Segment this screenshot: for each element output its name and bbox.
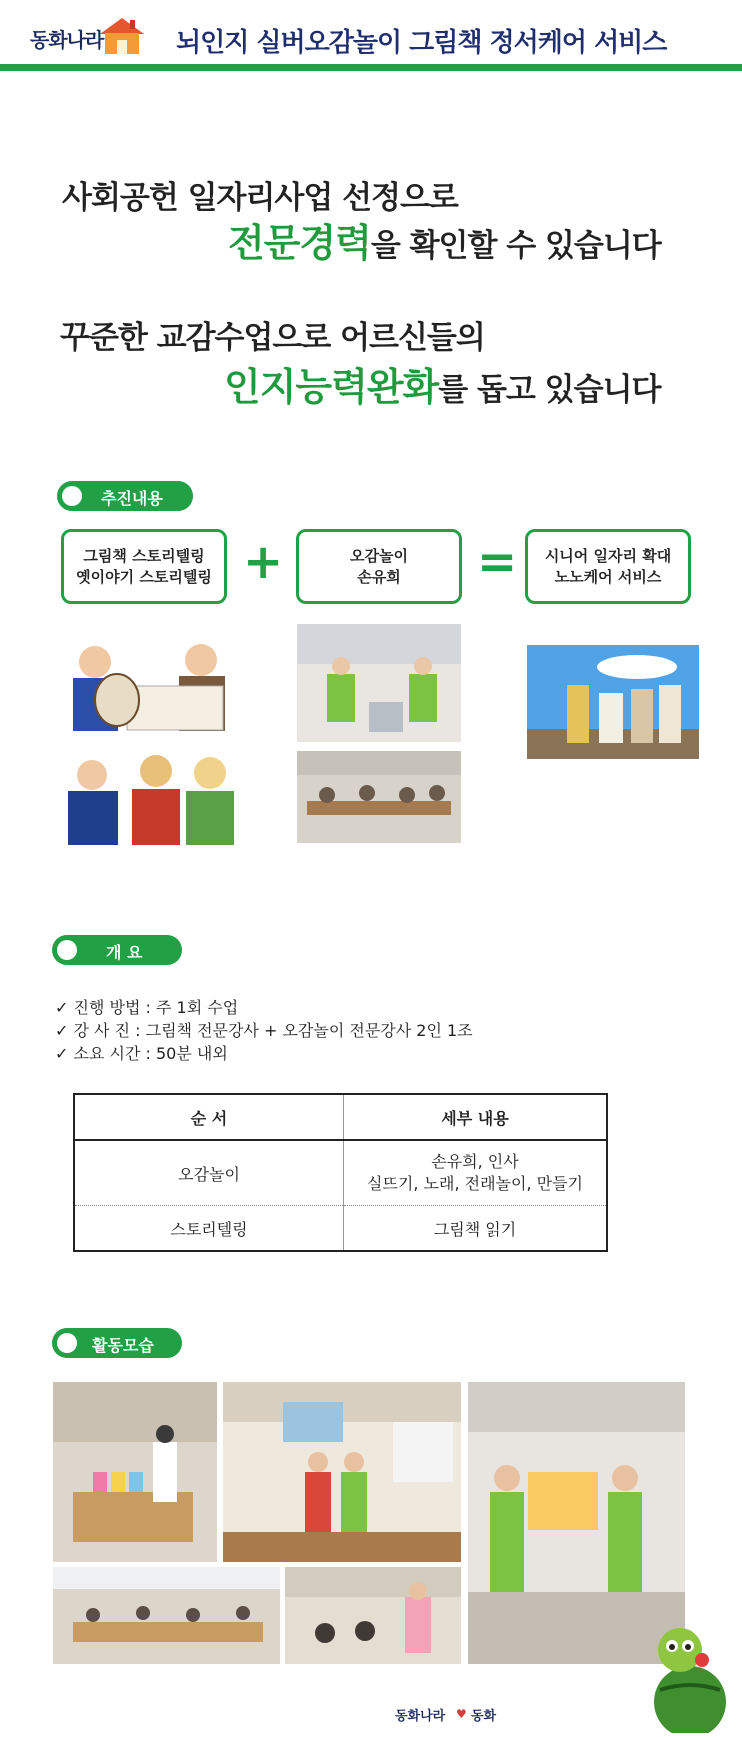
intro-tail-1: 을 확인할 수 있습니다 — [370, 228, 661, 264]
overview-value: 그림책 전문강사 + 오감놀이 전문강사 2인 1조 — [145, 1021, 473, 1040]
footer-logo-1: 동화나라 — [395, 1709, 446, 1724]
photo-storytelling-book — [55, 628, 233, 731]
plus-icon: + — [243, 534, 284, 590]
table-cell-details — [344, 1140, 608, 1206]
photo-activity-2 — [223, 1382, 461, 1562]
table-cell-details — [344, 1206, 608, 1252]
steps-table — [73, 1093, 608, 1252]
intro-highlight-2: 인지능력완화 — [224, 365, 439, 409]
intro-line-4 — [224, 356, 660, 411]
intro-line-3: 꾸준한 교감수업으로 어르신들의 — [60, 320, 485, 356]
overview-label: 진행 방법 — [73, 998, 141, 1017]
formula-box-line: 오감놀이 — [350, 546, 408, 565]
intro-line-2 — [228, 212, 661, 267]
table-header-row — [74, 1094, 607, 1140]
section-label: 추진내용 — [101, 489, 163, 508]
overview-value: 50분 내외 — [155, 1044, 228, 1063]
check-icon: ✓ — [55, 1021, 69, 1040]
section-label: 활동모습 — [92, 1336, 154, 1355]
brand-logo: 동화나라 — [30, 28, 104, 52]
detail-line: 실뜨기, 노래, 전래놀이, 만들기 — [367, 1174, 583, 1193]
formula-box-line: 그림책 스토리텔링 — [83, 546, 205, 565]
section-label: 개 요 — [106, 943, 143, 962]
intro-highlight-1: 전문경력 — [228, 221, 371, 265]
house-logo-icon — [96, 14, 148, 56]
table-row — [74, 1206, 607, 1252]
overview-item-instructors: ✓ 강 사 진 : 그림책 전문강사 + 오감놀이 전문강사 2인 1조 — [55, 1021, 473, 1040]
table-header: 세부 내용 — [344, 1094, 608, 1140]
photo-activity-1 — [53, 1382, 217, 1562]
photo-sensory-play-2 — [297, 751, 461, 843]
overview-label: 소요 시간 — [73, 1044, 141, 1063]
overview-value: 주 1회 수업 — [155, 998, 239, 1017]
photo-sensory-play-1 — [297, 624, 461, 742]
photo-stage-performance — [527, 645, 699, 759]
formula-box-line: 시니어 일자리 확대 — [544, 546, 672, 565]
intro-tail-2: 를 돕고 있습니다 — [438, 372, 661, 408]
equals-icon: = — [477, 534, 518, 590]
table-cell-step: 오감놀이 — [74, 1140, 344, 1206]
section-pill-activities — [52, 1328, 182, 1358]
bullet-dot-icon — [62, 486, 82, 506]
heart-icon: ♥ — [456, 1707, 467, 1721]
photo-activity-5 — [285, 1567, 461, 1664]
formula-box-line: 옛이야기 스토리텔링 — [76, 567, 212, 586]
page-title: 뇌인지 실버오감놀이 그림책 정서케어 서비스 — [176, 28, 667, 58]
formula-box-sensory-play — [296, 529, 462, 604]
check-icon: ✓ — [55, 1044, 69, 1063]
check-icon: ✓ — [55, 998, 69, 1017]
detail-line: 손유희, 인사 — [431, 1152, 519, 1171]
header-divider — [0, 64, 742, 71]
section-pill-overview — [52, 935, 182, 965]
section-pill-promotion — [57, 481, 193, 511]
intro-line-1: 사회공헌 일자리사업 선정으로 — [62, 180, 458, 216]
table-row — [74, 1140, 607, 1206]
overview-item-method: ✓ 진행 방법 : 주 1회 수업 — [55, 998, 239, 1017]
photo-puppets — [52, 743, 238, 845]
photo-activity-4 — [53, 1567, 280, 1664]
table-cell-step: 스토리텔링 — [74, 1206, 344, 1252]
watermelon-mascot-icon — [630, 1620, 742, 1733]
overview-item-duration: ✓ 소요 시간 : 50분 내외 — [55, 1044, 228, 1063]
formula-box-storytelling — [61, 529, 227, 604]
table-header: 순 서 — [74, 1094, 344, 1140]
formula-box-line: 노노케어 서비스 — [554, 567, 662, 586]
detail-line: 그림책 읽기 — [433, 1219, 517, 1239]
formula-box-line: 손유희 — [357, 567, 401, 586]
footer-logo-2: 동화 — [471, 1709, 497, 1724]
formula-box-result — [525, 529, 691, 604]
overview-label: 강 사 진 — [73, 1021, 131, 1040]
bullet-dot-icon — [57, 940, 77, 960]
bullet-dot-icon — [57, 1333, 77, 1353]
